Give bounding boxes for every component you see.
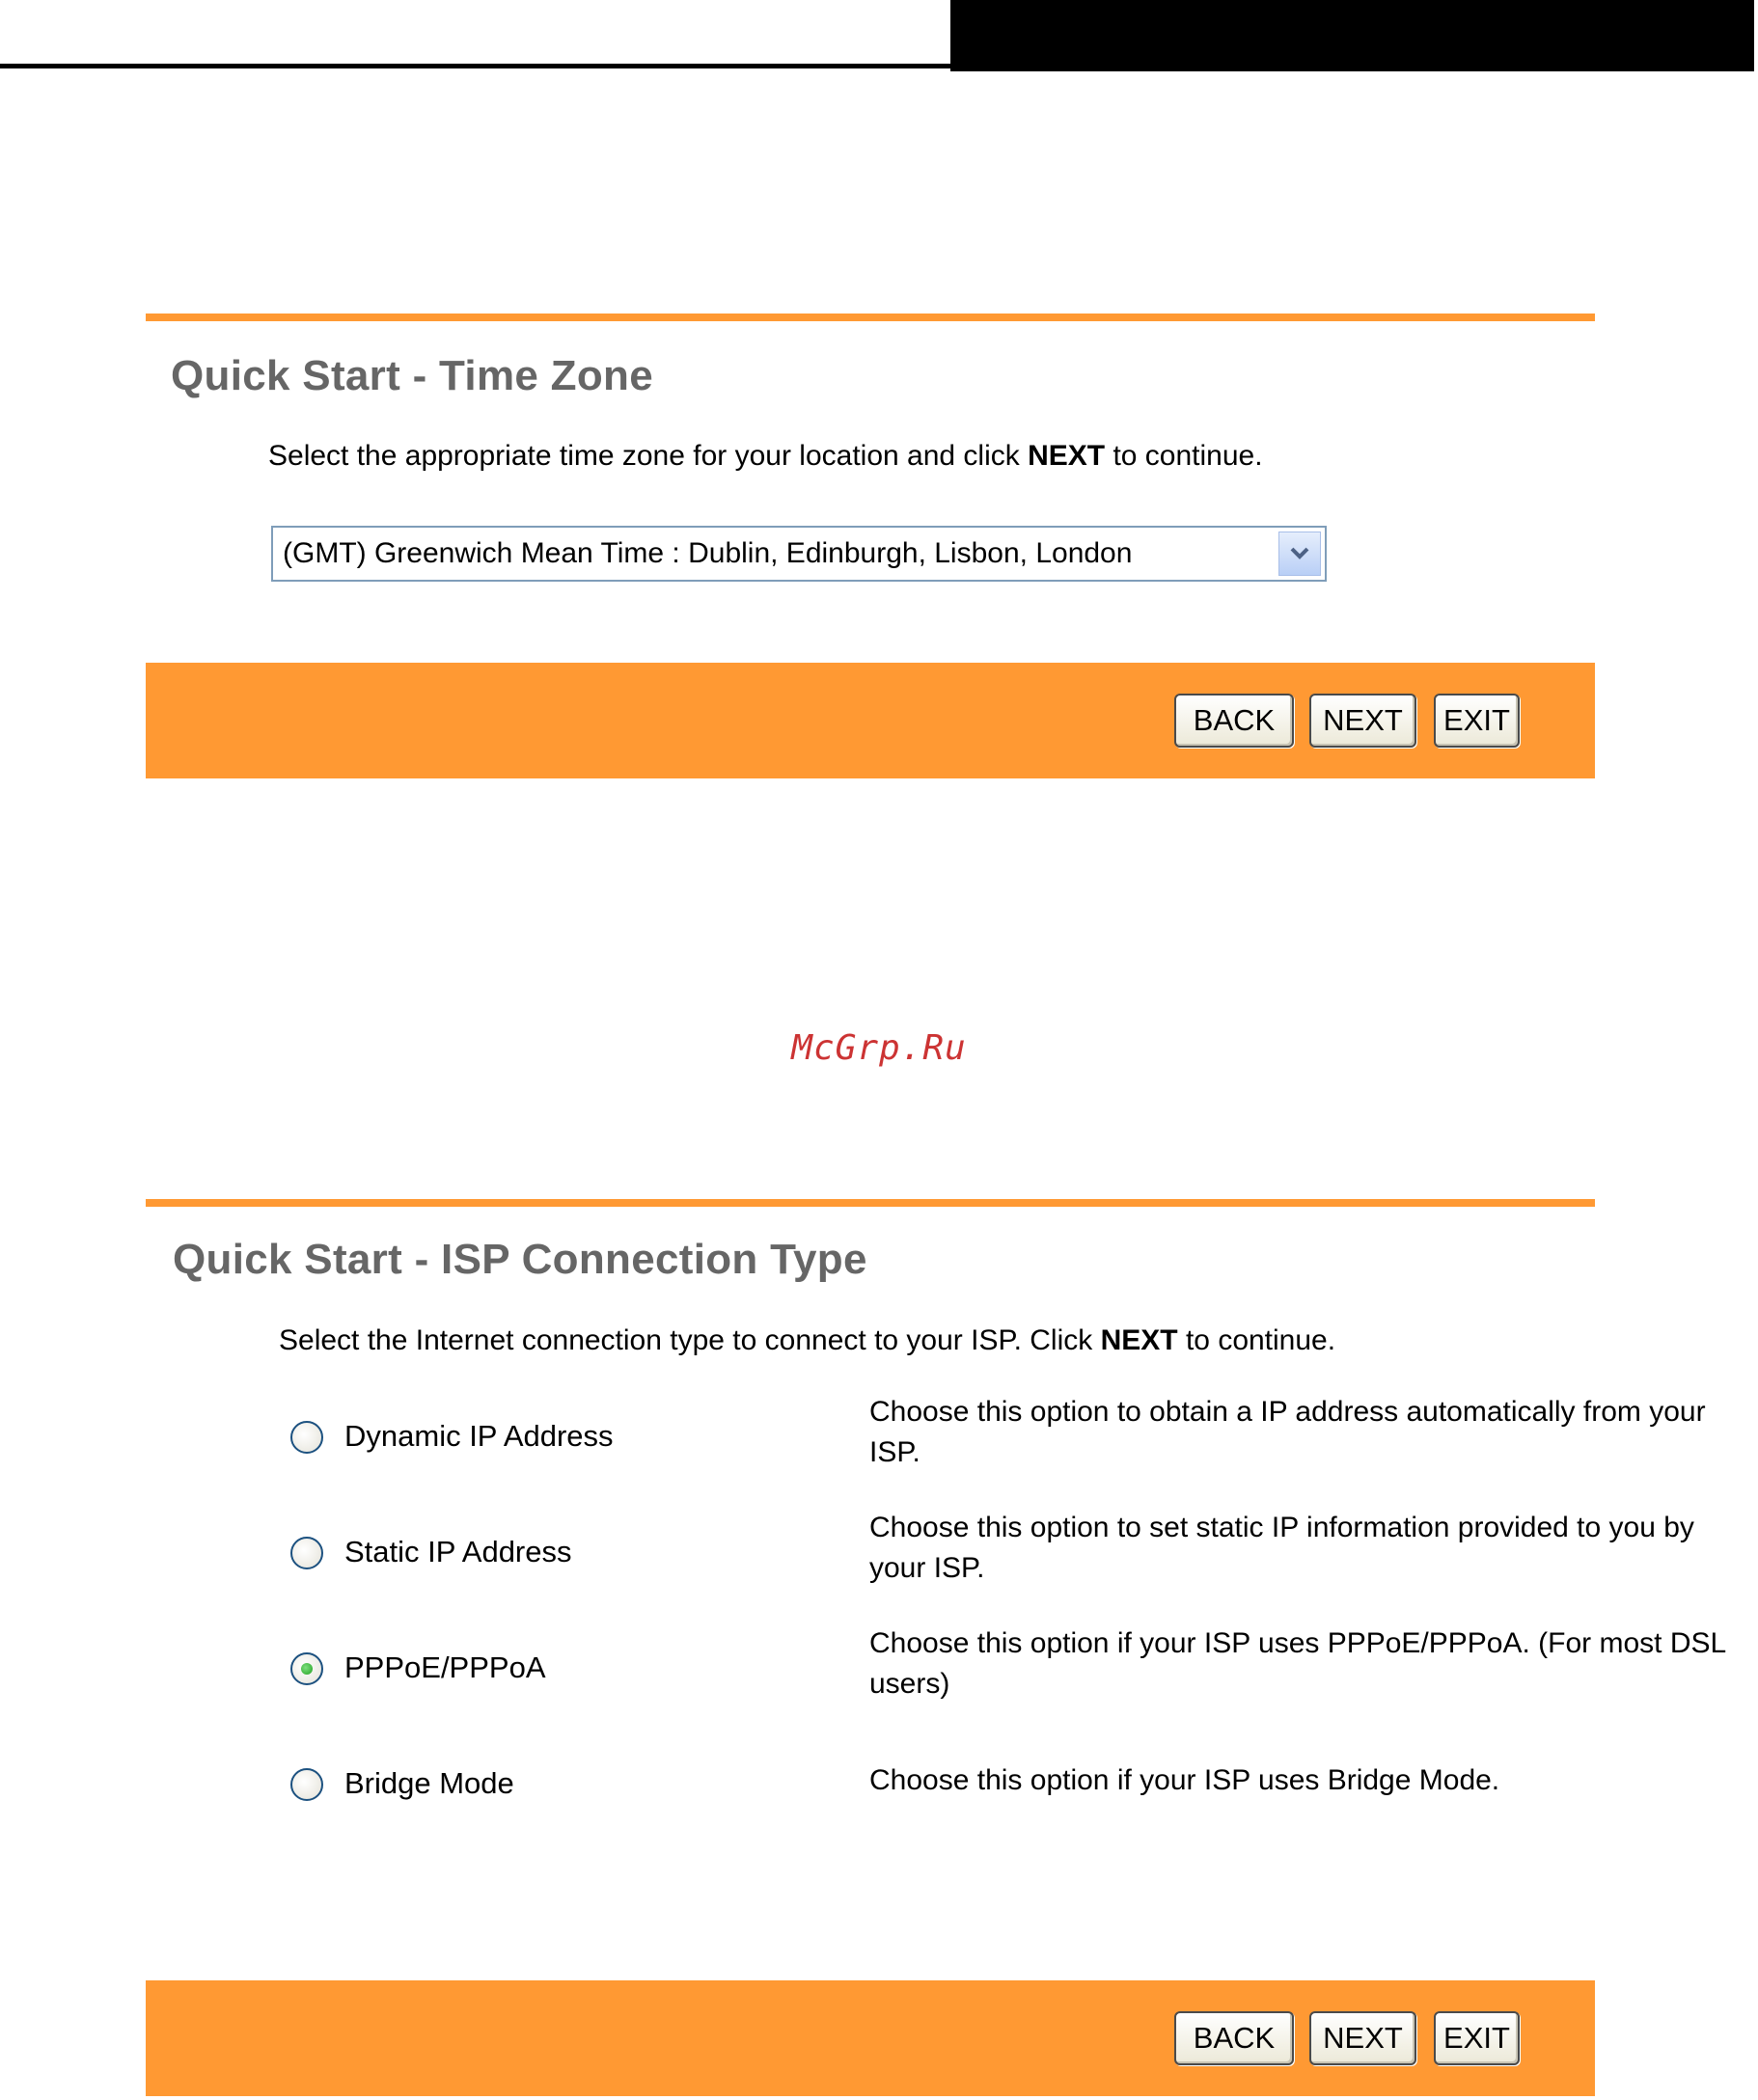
instruction-next-keyword: NEXT (1028, 440, 1106, 472)
bridge-mode-label: Bridge Mode (344, 1766, 514, 1800)
isp-instruction (279, 1324, 1335, 1357)
page-header-rule (0, 64, 950, 68)
timezone-select[interactable] (271, 526, 1327, 582)
timezone-select-value: (GMT) Greenwich Mean Time : Dublin, Edinburgh, Lisbon, London (283, 537, 1133, 569)
time-zone-title: Quick Start - Time Zone (171, 352, 653, 399)
back-button[interactable]: BACK (1174, 694, 1294, 748)
time-zone-top-rule (146, 314, 1595, 321)
next-button[interactable]: NEXT (1309, 2011, 1416, 2065)
isp-connection-panel (146, 1199, 1726, 2096)
bridge-mode-radio[interactable] (290, 1768, 323, 1801)
back-button[interactable]: BACK (1174, 2011, 1294, 2065)
pppoe-label: PPPoE/PPPoA (344, 1650, 546, 1684)
time-zone-button-bar (146, 663, 1595, 778)
watermark: McGrp.Ru (791, 1028, 967, 1068)
page-header-block (950, 0, 1754, 71)
instruction-next-keyword: NEXT (1100, 1324, 1178, 1356)
dynamic-ip-description: Choose this option to obtain a IP address automatically from your ISP. (869, 1396, 1706, 1468)
next-button[interactable]: NEXT (1309, 694, 1416, 748)
isp-button-bar (146, 1980, 1595, 2096)
static-ip-label: Static IP Address (344, 1535, 572, 1568)
chevron-down-icon[interactable] (1278, 532, 1321, 576)
isp-top-rule (146, 1199, 1595, 1207)
time-zone-panel (146, 314, 1595, 777)
pppoe-description: Choose this option if your ISP uses PPPoE/PPPoA. (For most DSL users) (869, 1627, 1726, 1700)
instruction-text: Select the appropriate time zone for your location and click (268, 440, 1029, 472)
bridge-mode-description: Choose this option if your ISP uses Bridge Mode. (869, 1764, 1500, 1796)
dynamic-ip-label: Dynamic IP Address (344, 1419, 614, 1453)
static-ip-description: Choose this option to set static IP information provided to you by your ISP. (869, 1512, 1694, 1584)
static-ip-radio[interactable] (290, 1537, 323, 1569)
instruction-text-end: to continue. (1105, 440, 1263, 472)
pppoe-radio[interactable] (290, 1652, 323, 1685)
isp-title: Quick Start - ISP Connection Type (173, 1236, 867, 1283)
dynamic-ip-radio[interactable] (290, 1421, 323, 1454)
instruction-text: Select the Internet connection type to connect to your ISP. Click (279, 1324, 1101, 1356)
exit-button[interactable]: EXIT (1434, 694, 1520, 748)
exit-button[interactable]: EXIT (1434, 2011, 1520, 2065)
time-zone-instruction (268, 440, 1263, 473)
instruction-text-end: to continue. (1177, 1324, 1336, 1356)
